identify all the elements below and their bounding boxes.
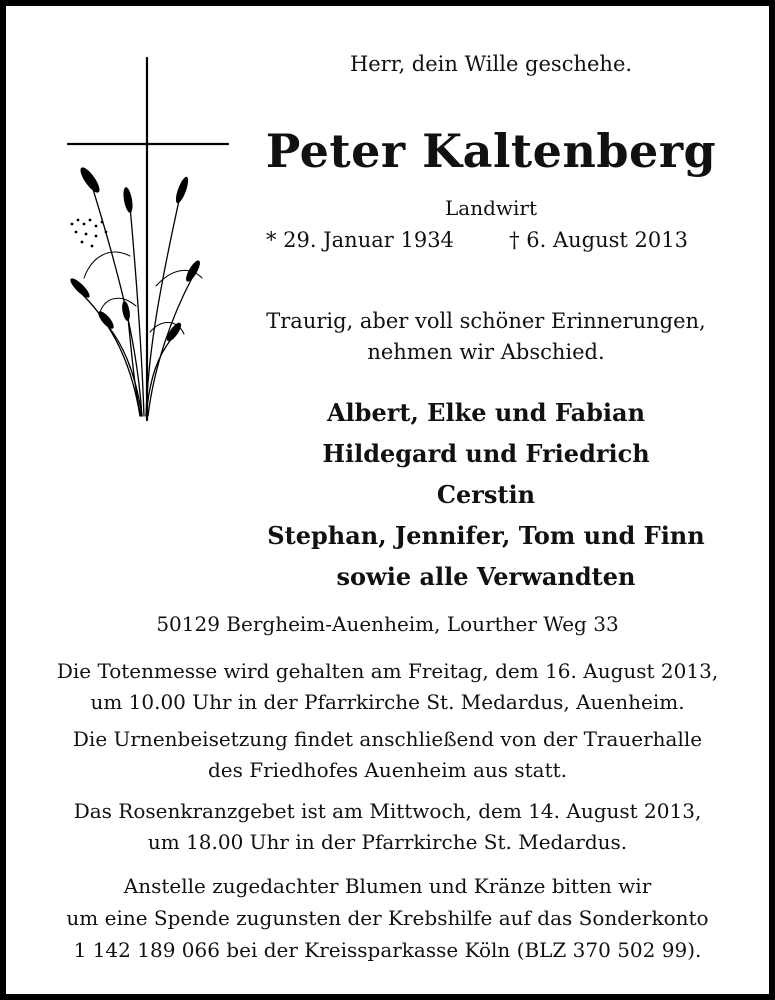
mourner-line: Hildegard und Friedrich <box>322 439 650 468</box>
donation-info <box>6 870 769 966</box>
burial-line: Die Urnenbeisetzung findet anschließend von der Trauerhalle <box>72 727 703 751</box>
rosary-line: Das Rosenkranzgebet ist am Mittwoch, dem 14. August 2013, <box>73 799 702 823</box>
mass-line: Die Totenmesse wird gehalten am Freitag, dem 16. August 2013, <box>56 659 719 683</box>
deceased-name: Peter Kaltenberg <box>265 124 717 178</box>
donation-line: um eine Spende zugunsten der Krebshilfe auf das Sonderkonto <box>66 906 709 930</box>
mourner-line: Stephan, Jennifer, Tom und Finn <box>267 521 705 550</box>
rosary-line: um 18.00 Uhr in der Pfarrkirche St. Medardus. <box>147 830 628 854</box>
rosary-info <box>6 796 769 858</box>
donation-line: Anstelle zugedachter Blumen und Kränze bitten wir <box>123 874 652 898</box>
mourner-line: sowie alle Verwandten <box>336 562 636 591</box>
donation-line: 1 142 189 066 bei der Kreissparkasse Köln (BLZ 370 502 99). <box>73 938 702 962</box>
mourner-line: Albert, Elke und Fabian <box>326 398 646 427</box>
burial-info <box>6 724 769 786</box>
sorrow-text <box>246 306 726 368</box>
mourners-list <box>236 392 736 597</box>
mass-line: um 10.00 Uhr in der Pfarrkirche St. Medardus, Auenheim. <box>90 690 685 714</box>
burial-line: des Friedhofes Auenheim aus statt. <box>207 758 568 782</box>
mass-info <box>6 656 769 718</box>
occupation: Landwirt <box>444 196 537 220</box>
cross-with-wheat-icon <box>62 56 232 422</box>
motto: Herr, dein Wille geschehe. <box>349 52 633 76</box>
sorrow-line: nehmen wir Abschied. <box>367 340 605 364</box>
death-date: † 6. August 2013 <box>509 228 688 252</box>
birth-date: * 29. Januar 1934 <box>266 228 454 252</box>
address: 50129 Bergheim-Auenheim, Lourther Weg 33 <box>156 612 619 636</box>
sorrow-line: Traurig, aber voll schöner Erinnerungen, <box>266 309 706 333</box>
mourner-line: Cerstin <box>436 480 536 509</box>
